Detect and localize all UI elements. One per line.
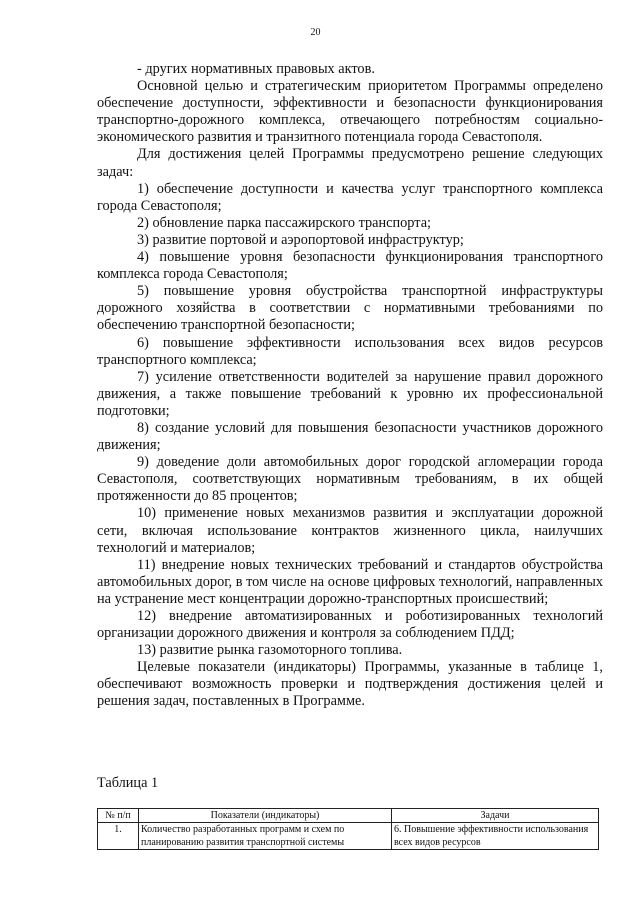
indicator-cell: Количество разработанных программ и схем по планированию развития транспортной системы	[139, 823, 392, 850]
column-header-indicators: Показатели (индикаторы)	[139, 809, 392, 823]
row-number: 1.	[98, 823, 139, 850]
paragraph: Для достижения целей Программы предусмотрено решение следующих задач:	[97, 146, 603, 180]
paragraph: 5) повышение уровня обустройства транспортной инфраструктуры дорожного хозяйства в соответствии с нормативными требованиями по обеспечению транспортной безопасности;	[97, 283, 603, 334]
paragraph: 4) повышение уровня безопасности функционирования транспортного комплекса города Севастополя;	[97, 249, 603, 283]
indicators-table	[97, 808, 599, 850]
paragraph: Основной целью и стратегическим приоритетом Программы определено обеспечение доступности, эффективности и безопасности функционирования транспортно-дорожного комплекса, отвечающего потребностям социально-экономического развития и транзитного потенциала города Севастополя.	[97, 78, 603, 146]
table-caption: Таблица 1	[97, 775, 159, 791]
task-cell: 6. Повышение эффективности использования всех видов ресурсов	[392, 823, 599, 850]
paragraph: 6) повышение эффективности использования всех видов ресурсов транспортного комплекса;	[97, 334, 603, 368]
body-text	[97, 61, 603, 711]
paragraph: Целевые показатели (индикаторы) Программы, указанные в таблице 1, обеспечивают возможность проверки и подтверждения достижения целей и решения задач, поставленных в Программе.	[97, 659, 603, 710]
paragraph: 8) создание условий для повышения безопасности участников дорожного движения;	[97, 419, 603, 454]
paragraph: 9) доведение доли автомобильных дорог городской агломерации города Севастополя, соответствующих нормативным требованиям, в их общей протяженности до 85 процентов;	[97, 454, 603, 505]
paragraph: 10) применение новых механизмов развития и эксплуатации дорожной сети, включая использование контрактов жизненного цикла, наилучших технологий и материалов;	[97, 505, 603, 556]
paragraph: 3) развитие портовой и аэропортовой инфраструктур;	[137, 231, 464, 248]
paragraph: 2) обновление парка пассажирского транспорта;	[137, 214, 432, 231]
paragraph: - других нормативных правовых актов.	[137, 61, 375, 77]
paragraph: 1) обеспечение доступности и качества услуг транспортного комплекса города Севастополя;	[97, 180, 603, 214]
paragraph: 7) усиление ответственности водителей за нарушение правил дорожного движения, а также повышение требований к уровню их профессиональной подготовки;	[97, 368, 603, 419]
table-header-row	[98, 809, 599, 823]
paragraph: 11) внедрение новых технических требований и стандартов обустройства автомобильных дорог, в том числе на основе цифровых технологий, направленных на устранение мест концентрации дорожно-транспортных происшествий;	[97, 556, 603, 607]
page-number: 20	[310, 27, 321, 38]
table-row	[98, 823, 599, 850]
column-header-tasks: Задачи	[392, 809, 599, 823]
paragraph: 12) внедрение автоматизированных и роботизированных технологий организации дорожного движения и контроля за соблюдением ПДД;	[97, 608, 603, 642]
column-header-number: № п/п	[98, 809, 139, 823]
paragraph: 13) развитие рынка газомоторного топлива.	[137, 642, 403, 659]
